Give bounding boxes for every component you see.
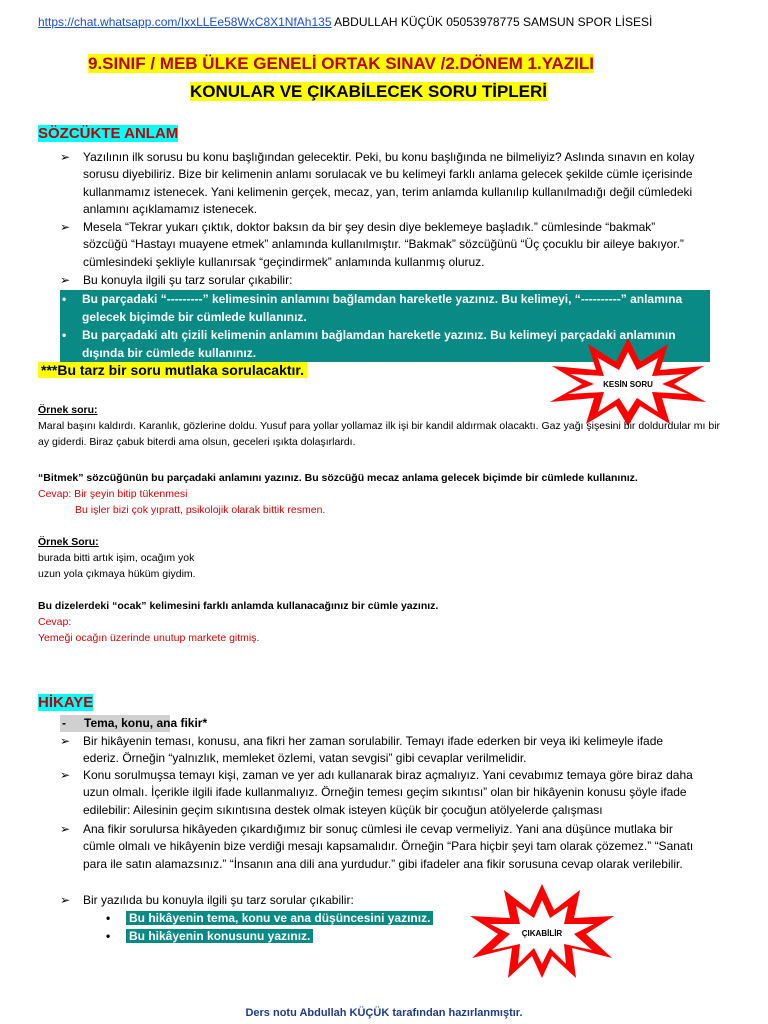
dash-bullet-icon: -	[62, 716, 66, 730]
dot-bullet-icon: •	[106, 929, 111, 943]
title-line-2	[190, 82, 547, 102]
poem-line: burada bitti artık işim, ocağım yok	[38, 552, 195, 564]
bullet-item	[60, 767, 700, 819]
question-type-item	[106, 910, 433, 927]
bullet-text: Mesela “Tekrar yukarı çıktık, doktor baksın da bir şey desin diye beklemeye başladık.” cümlesinde “bakmak” sözcüğü “Hastayı muayene etmek” anlamında kullanılmıştır. “Bakmak” sözcüğünü “Üç çocuklu bir aileye bakıyor.” cümlesindeki şekliyle kullanırsak “geçindirmek” anlamında kullanmış oluruz.	[83, 220, 684, 269]
dot-bullet-icon: •	[62, 328, 67, 342]
question-type-text: Bu hikâyenin konusunu yazınız.	[126, 929, 313, 943]
bullet-text: Bu konuyla ilgili şu tarz sorular çıkabilir:	[83, 273, 293, 287]
kesin-soru-label: KESİN SORU	[603, 380, 653, 389]
dot-bullet-icon: •	[106, 911, 111, 925]
example-heading: Örnek soru:	[38, 404, 98, 416]
example-2	[38, 534, 728, 582]
question-type-text: Bu parçadaki “---------” kelimesinin anlamını bağlamdan hareketle yazınız. Bu kelimeyi, “----------” anlamına gelecek biçimde bir cümlede kullanınız.	[60, 290, 710, 326]
section-heading-text: HİKAYE	[38, 694, 94, 711]
example-2-answer: Yemeği ocağın üzerinde unutup markete gitmiş.	[38, 632, 260, 644]
question-type-item	[106, 928, 313, 945]
subheading-text: Tema, konu, ana fikir*	[84, 716, 208, 730]
bullet-item	[60, 272, 700, 289]
example-2-answer-label: Cevap:	[38, 616, 72, 628]
important-note: ***Bu tarz bir soru mutlaka sorulacaktır.	[38, 362, 307, 378]
bullet-text: Konu sorulmuşsa temayı kişi, zaman ve yer adı kullanarak biraz açmalıyız. Yani cevabımız temaya göre biraz daha uzun olmalı. İçerikle ilgili ifade kullanmalıyız. Örneğin temesı geçim sıkıntısı” olan bir hikâyenin konusu şöyle ifade edilebilir: Ailesinin geçim sıkıntısına destek olmak isteyen küçük bir çocuğun atölyelerde çalışması	[83, 768, 693, 817]
question-type-item	[60, 290, 710, 326]
example-text: Maral başını kaldırdı. Karanlık, gözlerine doldu. Yusuf para yollar yollamaz ilk işi bir kandil aldırmak olacaktı. Gaz yağı şişesini bir doldurdular mı bir ay giderdi. Biraz çabuk biterdi ama olsun, geceleri ışıkta dolaşırlardı.	[38, 420, 721, 448]
bullet-item	[60, 733, 700, 768]
section-heading-sozcukte-anlam	[38, 125, 178, 142]
question-type-text: Bu parçadaki altı çizili kelimenin anlamını bağlamdan hareketle yazınız. Bu kelimeyi parçadaki anlamının dışında bir cümlede kullanınız.	[60, 326, 710, 362]
arrow-bullet-icon: ➢	[60, 768, 71, 782]
arrow-bullet-icon: ➢	[60, 150, 71, 164]
bullet-item	[60, 821, 700, 873]
example-1-answer-sentence: Bu işler bizi çok yıpratt, psikolojik olarak bittik resmen.	[75, 504, 326, 516]
arrow-bullet-icon: ➢	[60, 220, 71, 234]
example-1-answer: Cevap: Bir şeyin bitip tükenmesi	[38, 488, 188, 500]
arrow-bullet-icon: ➢	[60, 273, 71, 287]
whatsapp-link[interactable]: https://chat.whatsapp.com/IxxLLEe58WxC8X1NfAh135	[38, 15, 332, 29]
footer-note: Ders notu Abdullah KÜÇÜK tarafından hazırlanmıştır.	[245, 1007, 523, 1019]
question-type-text: Bu hikâyenin tema, konu ve ana düşüncesini yazınız.	[126, 911, 433, 925]
poem-line: uzun yola çıkmaya hüküm giydim.	[38, 568, 196, 580]
example-heading: Örnek Soru:	[38, 536, 99, 548]
cikabilir-star-icon	[468, 882, 616, 980]
header-line	[38, 15, 652, 29]
section-heading-hikaye	[38, 694, 93, 711]
section-heading-text: SÖZCÜKTE ANLAM	[38, 125, 179, 142]
bullet-item	[60, 149, 700, 219]
bullet-text: Ana fikir sorulursa hikâyeden çıkardığımız bir sonuç cümlesi ile cevap vermeliyiz. Yani ana düşünce mutlaka bir cümle olmalı ve hikâyenin bize verdiği mesajı kapsamalıdır. Örneğin “Para hiçbir şeyi tam olarak çözemez.” “Sanatı para ile satın alamazsınız.” “İnsanın ana dili ana yurdudur.” gibi ifadeler ana fikir sorusuna cevap olarak verilebilir.	[83, 822, 694, 871]
bullet-text: Bir hikâyenin teması, konusu, ana fikri her zaman sorulabilir. Temayı ifade ederken bir veya iki kelimeyle ifade ederiz. Örneğin “yalnızlık, memleket özlemi, vatan sevgisi” gibi cevaplar verilmelidir.	[83, 734, 664, 766]
title-line-1	[88, 54, 594, 74]
title-line-1-text: 9.SINIF / MEB ÜLKE GENELİ ORTAK SINAV /2.DÖNEM 1.YAZILI	[88, 54, 594, 73]
author-info: ABDULLAH KÜÇÜK 05053978775 SAMSUN SPOR LİSESİ	[331, 15, 653, 29]
subheading-tema-konu	[62, 715, 207, 732]
example-1-question: “Bitmek” sözcüğünün bu parçadaki anlamını yazınız. Bu sözcüğü mecaz anlama gelecek biçimde bir cümlede kullanınız.	[38, 472, 638, 484]
arrow-bullet-icon: ➢	[60, 893, 71, 907]
bullet-text: Bir yazılıda bu konuyla ilgili şu tarz sorular çıkabilir:	[83, 893, 354, 907]
example-2-question: Bu dizelerdeki “ocak” kelimesini farklı anlamda kullanacağınız bir cümle yazınız.	[38, 600, 439, 612]
arrow-bullet-icon: ➢	[60, 734, 71, 748]
arrow-bullet-icon: ➢	[60, 822, 71, 836]
cikabilir-label: ÇIKABİLİR	[521, 929, 563, 938]
bullet-text: Yazılının ilk sorusu bu konu başlığından gelecektir. Peki, bu konu başlığında ne bilmeliyiz? Aslında sınavın en kolay sorusu diyebiliriz. Bize bir kelimenin anlamı sorulacak ve bu kelimeyi farklı anlama gelecek şekilde cümle içerisinde kullanmamız istenecek. Yani kelimenin gerçek, mecaz, yan, terim anlamda kullanılıp kullanılmadığı değil cümledeki anlamını açıklamamız istenecek.	[83, 150, 695, 217]
bullet-item	[60, 219, 700, 271]
title-line-2-text: KONULAR VE ÇIKABİLECEK SORU TİPLERİ	[190, 82, 548, 101]
example-1	[38, 402, 728, 450]
dot-bullet-icon: •	[62, 292, 67, 306]
